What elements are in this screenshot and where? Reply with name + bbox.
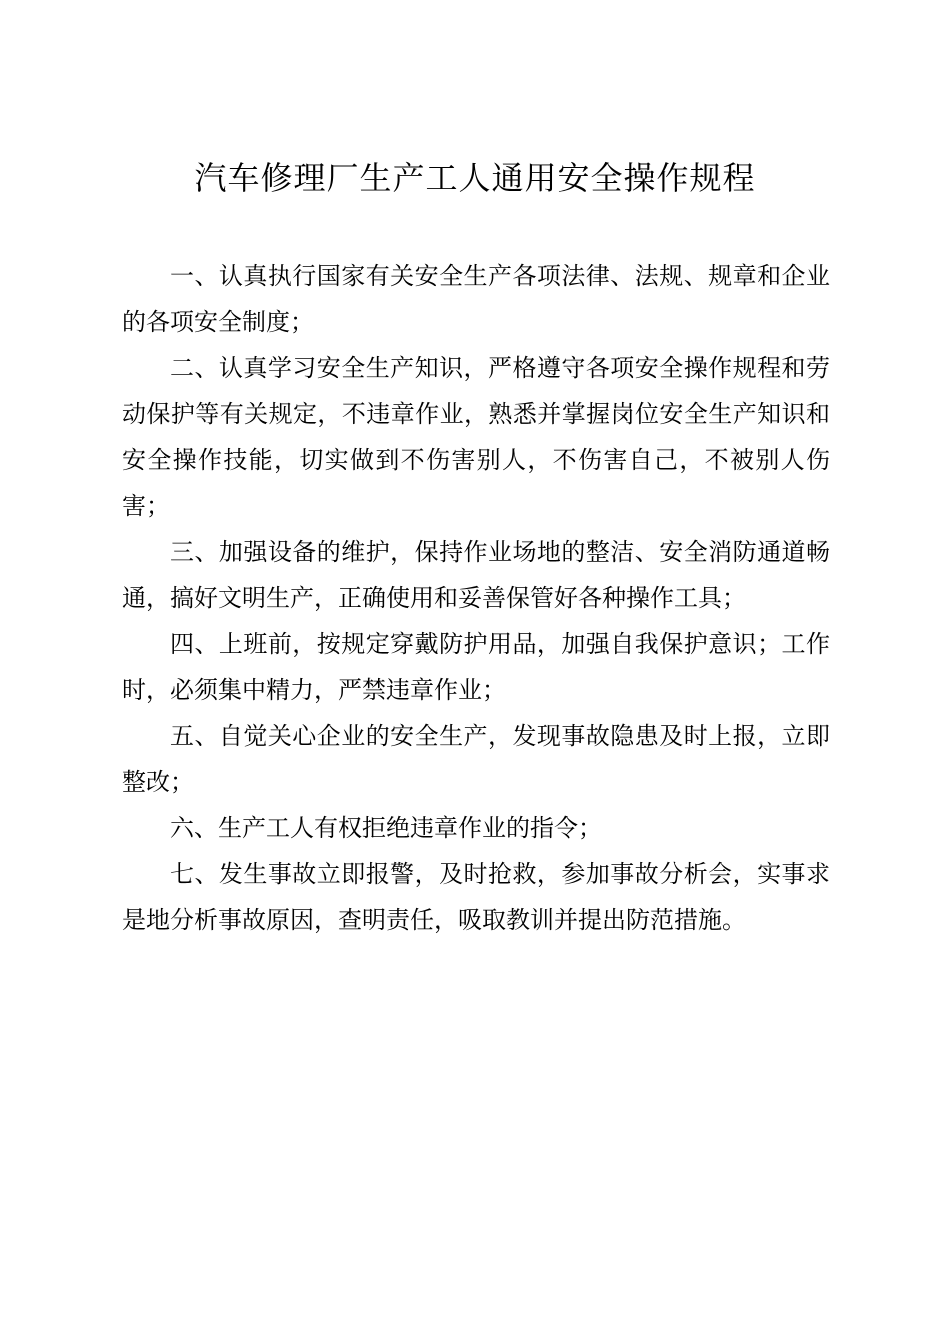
clause-3: 三、加强设备的维护，保持作业场地的整洁、安全消防通道畅通，搞好文明生产，正确使用和妥善保管好各种操作工具； bbox=[122, 538, 830, 612]
document-body bbox=[122, 253, 830, 943]
clause-1: 一、认真执行国家有关安全生产各项法律、法规、规章和企业的各项安全制度； bbox=[122, 262, 830, 336]
clause-2: 二、认真学习安全生产知识，严格遵守各项安全操作规程和劳动保护等有关规定，不违章作业，熟悉并掌握岗位安全生产知识和安全操作技能，切实做到不伤害别人，不伤害自己，不被别人伤害； bbox=[122, 354, 830, 520]
clause-5: 五、自觉关心企业的安全生产，发现事故隐患及时上报，立即整改； bbox=[122, 722, 830, 796]
document-title: 汽车修理厂生产工人通用安全操作规程 bbox=[194, 159, 756, 197]
clause-4: 四、上班前，按规定穿戴防护用品，加强自我保护意识；工作时，必须集中精力，严禁违章作业； bbox=[122, 630, 830, 704]
clause-6: 六、生产工人有权拒绝违章作业的指令； bbox=[170, 814, 602, 842]
clause-7: 七、发生事故立即报警，及时抢救，参加事故分析会，实事求是地分析事故原因，查明责任，吸取教训并提出防范措施。 bbox=[122, 860, 830, 934]
